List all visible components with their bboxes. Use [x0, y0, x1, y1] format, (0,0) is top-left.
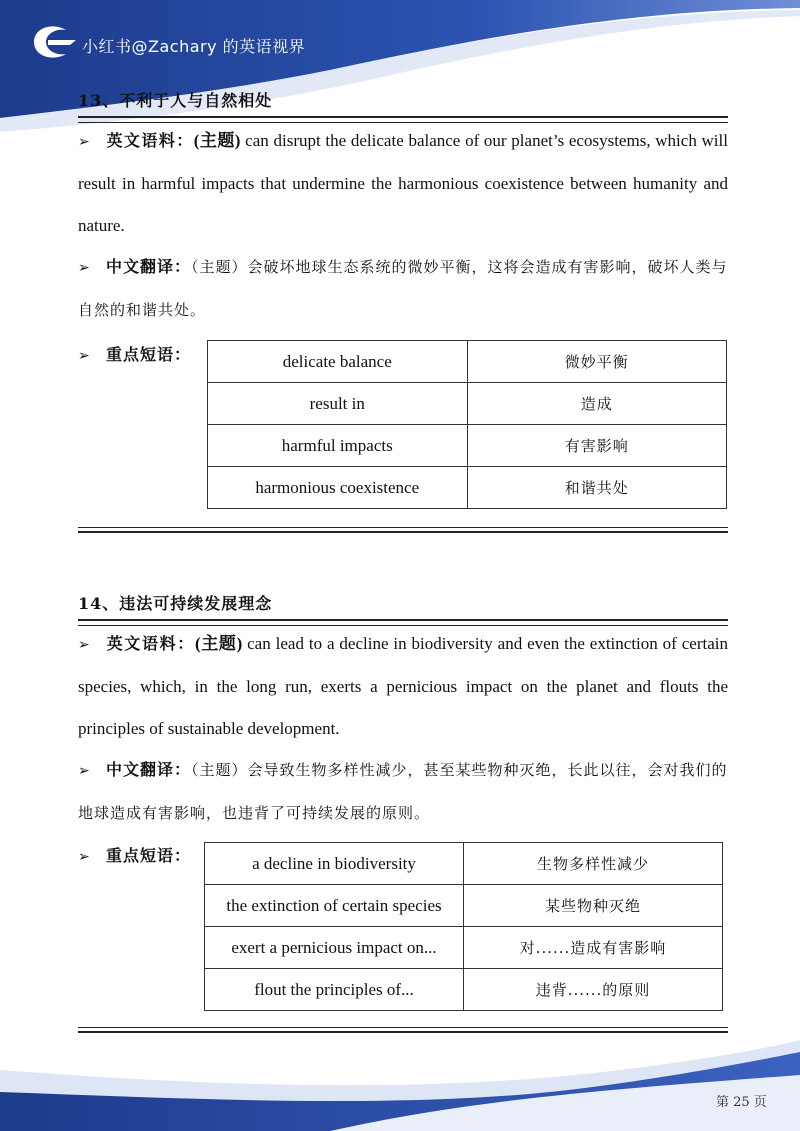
- phrase-chinese: 某些物种灭绝: [464, 885, 723, 927]
- topic-placeholder: (主题): [193, 131, 241, 150]
- chinese-translation: [78, 749, 728, 834]
- section-end-divider: [78, 527, 728, 533]
- phrase-english: flout the principles of...: [205, 969, 464, 1011]
- phrase-chinese: 造成: [467, 383, 727, 425]
- phrase-english: harmonious coexistence: [208, 467, 468, 509]
- phrase-english: harmful impacts: [208, 425, 468, 467]
- phrase-chinese: 和谐共处: [467, 467, 727, 509]
- chinese-translation-label: 中文翻译：: [106, 257, 192, 276]
- brand-title: 小红书@Zachary 的英语视界: [82, 37, 306, 56]
- chinese-translation-text: （主题）会破坏地球生态系统的微妙平衡，这将会造成有害影响，破坏人类与自然的和谐共处。: [78, 258, 728, 319]
- english-corpus: [78, 120, 728, 247]
- section-title: 13、不利于人与自然相处: [78, 91, 273, 110]
- key-phrases-table: [204, 842, 723, 1011]
- english-corpus-label: 英文语料：: [106, 131, 194, 150]
- phrase-chinese: 微妙平衡: [467, 341, 727, 383]
- phrase-english: a decline in biodiversity: [205, 843, 464, 885]
- table-row: [208, 467, 727, 509]
- arrow-bullet-icon: ➢: [78, 134, 90, 150]
- topic-placeholder: (主题): [194, 634, 243, 653]
- section-title: 14、违法可持续发展理念: [78, 594, 273, 613]
- arrow-bullet-icon: ➢: [78, 260, 90, 276]
- table-row: [208, 425, 727, 467]
- arrow-bullet-icon: ➢: [78, 763, 90, 779]
- table-row: [205, 843, 723, 885]
- table-row: [208, 341, 727, 383]
- phrase-chinese: 生物多样性减少: [464, 843, 723, 885]
- english-corpus: [78, 623, 728, 750]
- arrow-bullet-icon: ➢: [78, 348, 90, 364]
- table-row: [205, 885, 723, 927]
- phrase-english: the extinction of certain species: [205, 885, 464, 927]
- chinese-translation-text: （主题）会导致生物多样性减少，甚至某些物种灭绝，长此以往，会对我们的地球造成有害影响，也违背了可持续发展的原则。: [78, 761, 728, 822]
- arrow-bullet-icon: ➢: [78, 849, 90, 865]
- phrase-english: exert a pernicious impact on...: [205, 927, 464, 969]
- key-phrases-heading: ➢ 重点短语：: [78, 846, 192, 865]
- phrase-chinese: 违背......的原则: [464, 969, 723, 1011]
- key-phrases-heading: ➢ 重点短语：: [78, 345, 192, 364]
- chinese-translation: [78, 246, 728, 331]
- phrase-chinese: 有害影响: [467, 425, 727, 467]
- brand-logo-icon: [26, 18, 78, 66]
- english-corpus-text: can lead to a decline in biodiversity and even the extinction of certain species, which, in the long run, exerts a pernicious impact on the planet and flouts the principles of sustainable development.: [78, 634, 728, 738]
- key-phrases-table: [207, 340, 727, 509]
- table-row: [205, 927, 723, 969]
- english-corpus-text: can disrupt the delicate balance of our planet’s ecosystems, which will result in harmful impacts that undermine the harmonious coexistence between humanity and nature.: [78, 131, 728, 235]
- phrase-english: delicate balance: [208, 341, 468, 383]
- section-end-divider: [78, 1027, 728, 1033]
- phrase-english: result in: [208, 383, 468, 425]
- page-number: 第 25 页: [716, 1095, 767, 1110]
- phrase-chinese: 对......造成有害影响: [464, 927, 723, 969]
- english-corpus-label: 英文语料：: [106, 634, 195, 653]
- table-row: [208, 383, 727, 425]
- arrow-bullet-icon: ➢: [78, 637, 90, 653]
- table-row: [205, 969, 723, 1011]
- chinese-translation-label: 中文翻译：: [106, 760, 192, 779]
